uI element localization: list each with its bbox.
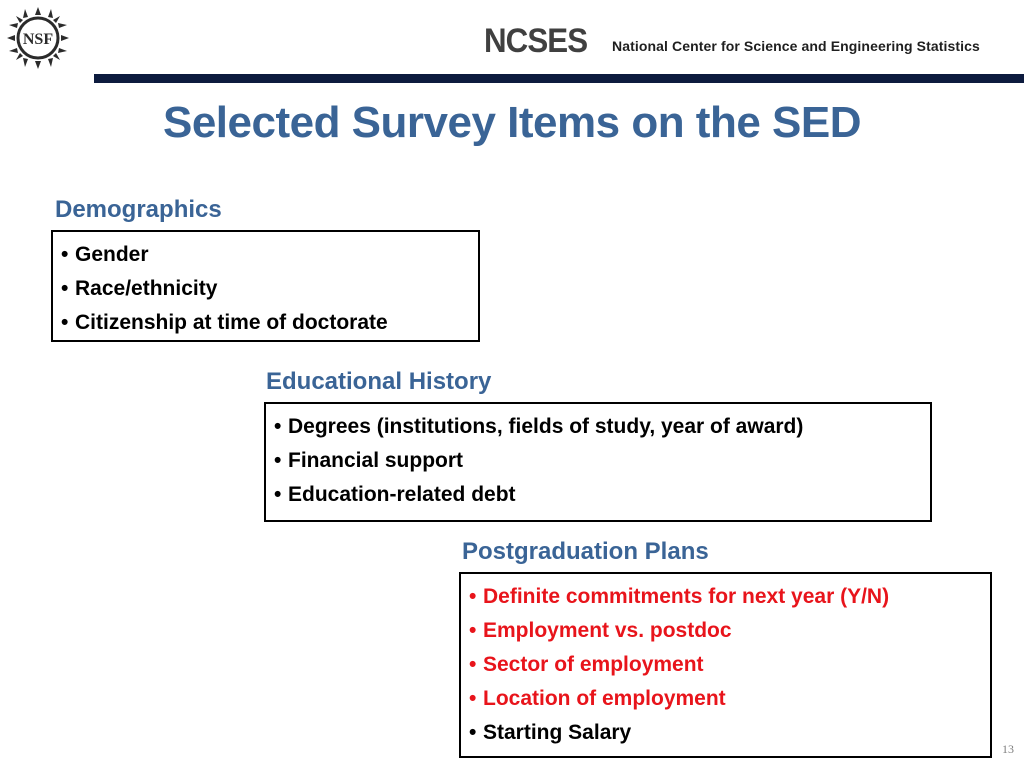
list-item: • Location of employment [469,682,982,716]
postgraduation-plans-box [459,572,992,758]
bullet-icon: • [274,415,282,438]
list-item: • Gender [61,238,470,272]
postgraduation-plans-list [469,580,982,750]
demographics-list [61,238,470,340]
list-item: • Starting Salary [469,716,982,750]
list-item: • Definite commitments for next year (Y/N) [469,580,982,614]
list-item: • Sector of employment [469,648,982,682]
ncses-full-name: National Center for Science and Engineering Statistics [612,38,980,54]
bullet-icon: • [469,687,477,710]
slide-title: Selected Survey Items on the SED [162,98,862,147]
demographics-box [51,230,480,342]
list-item: • Education-related debt [274,478,922,512]
list-item: • Citizenship at time of doctorate [61,306,470,340]
section-heading-postgraduation-plans: Postgraduation Plans [462,538,709,565]
bullet-icon: • [469,585,477,608]
list-item: • Race/ethnicity [61,272,470,306]
list-item: • Employment vs. postdoc [469,614,982,648]
bullet-icon: • [469,653,477,676]
section-heading-educational-history: Educational History [266,368,492,395]
educational-history-box [264,402,932,522]
nsf-logo-text: NSF [22,31,54,48]
page-number: 13 [1002,742,1014,756]
educational-history-list [274,410,922,512]
bullet-icon: • [61,243,69,266]
header-rule [94,74,1024,83]
ncses-logo [484,22,980,61]
bullet-icon: • [274,449,282,472]
nsf-logo [6,6,70,70]
bullet-icon: • [61,311,69,334]
ncses-mark: NCSES [484,22,588,60]
bullet-icon: • [469,721,477,744]
bullet-icon: • [469,619,477,642]
section-heading-demographics: Demographics [55,196,222,223]
bullet-icon: • [61,277,69,300]
list-item: • Financial support [274,444,922,478]
bullet-icon: • [274,483,282,506]
list-item: • Degrees (institutions, fields of study, year of award) [274,410,922,444]
